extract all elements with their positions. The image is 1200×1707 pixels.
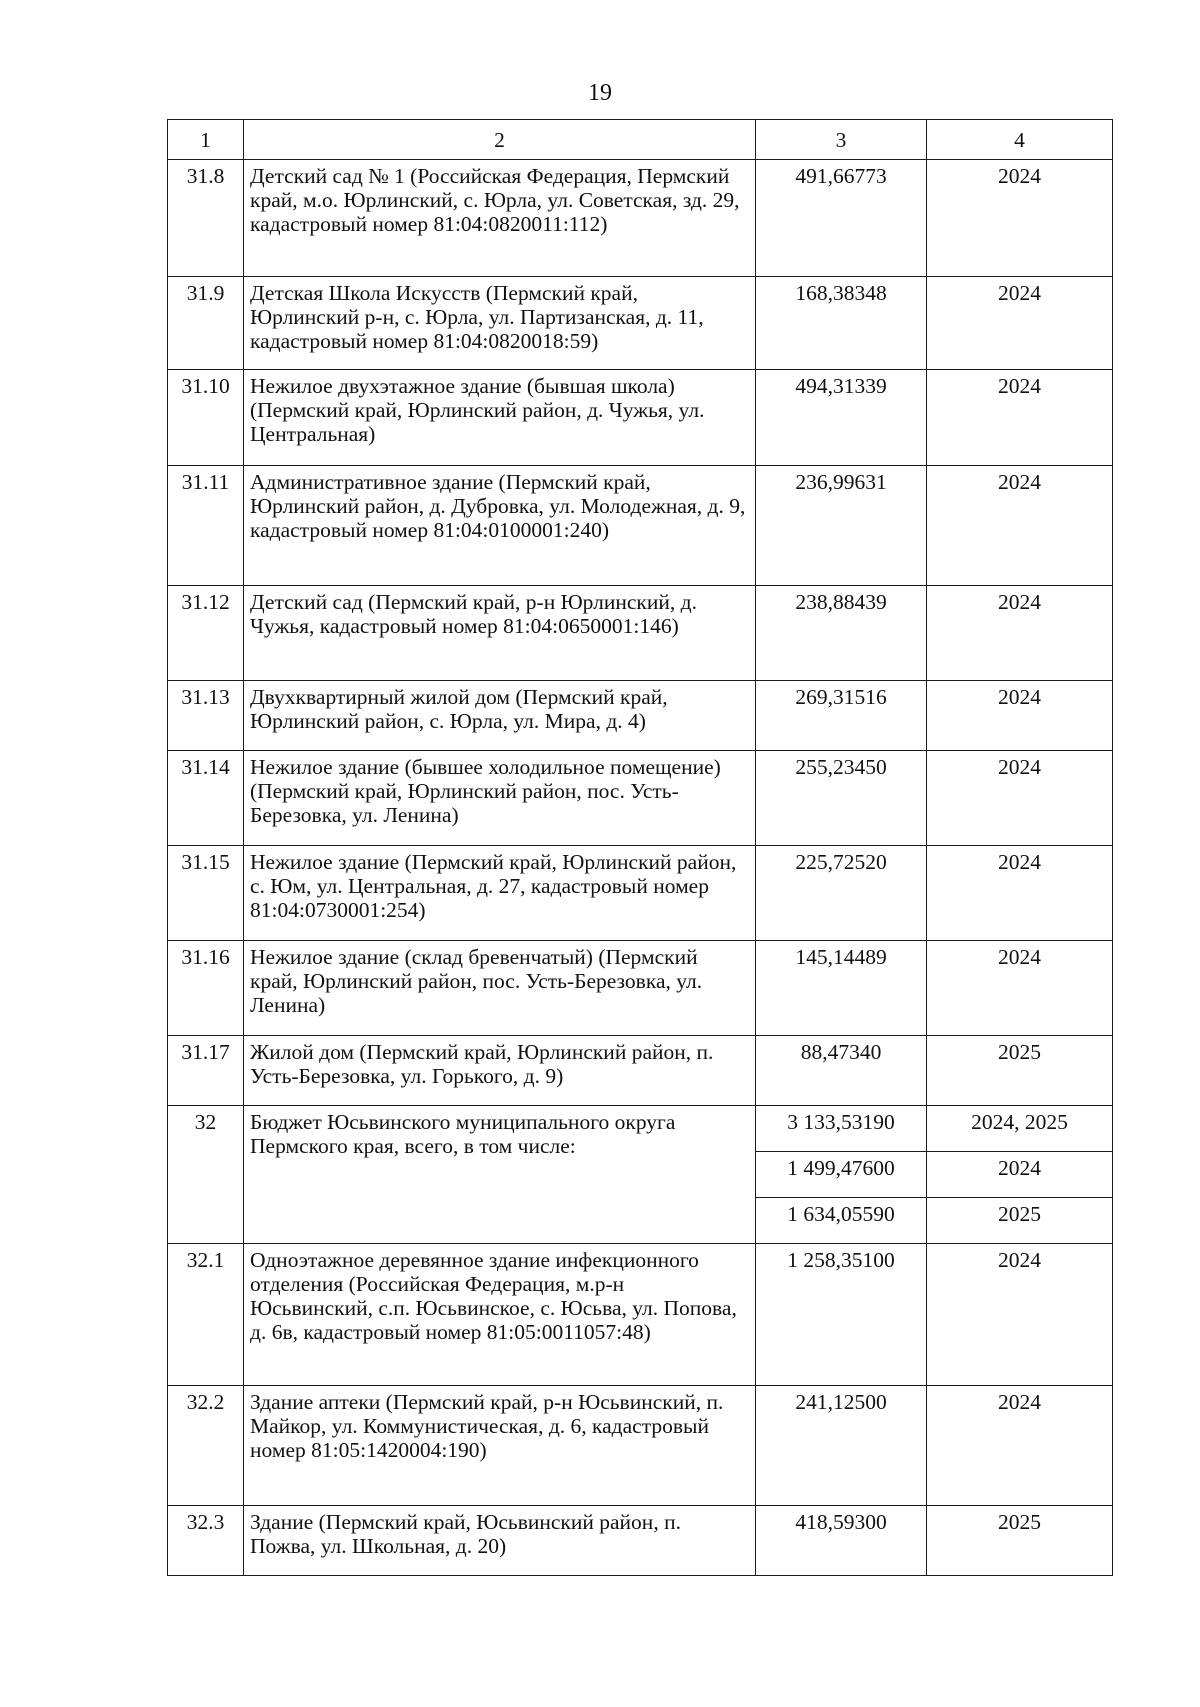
column-header-2: 2 xyxy=(244,120,756,160)
row-amount: 255,23450 xyxy=(756,751,927,846)
row-amount: 418,59300 xyxy=(756,1506,927,1576)
row-amount: 145,14489 xyxy=(756,941,927,1036)
row-year: 2024 xyxy=(927,846,1113,941)
row-description: Одноэтажное деревянное здание инфекционного отделения (Российская Федерация, м.р-н Юсьвинский, с.п. Юсьвинское, с. Юсьва, ул. Попова, д. 6в, кадастровый номер 81:05:0011057:48) xyxy=(244,1244,756,1386)
row-year: 2024 xyxy=(927,941,1113,1036)
row-amount: 269,31516 xyxy=(756,681,927,751)
row-number: 32.1 xyxy=(168,1244,244,1386)
row-amount: 241,12500 xyxy=(756,1386,927,1506)
row-number: 32.3 xyxy=(168,1506,244,1576)
row-number: 31.16 xyxy=(168,941,244,1036)
table-row xyxy=(168,751,1113,846)
row-description: Нежилое здание (бывшее холодильное помещение) (Пермский край, Юрлинский район, пос. Усть-Березовка, ул. Ленина) xyxy=(244,751,756,846)
row-amount: 494,31339 xyxy=(756,370,927,466)
row-number: 32.2 xyxy=(168,1386,244,1506)
row-amount: 238,88439 xyxy=(756,586,927,681)
row-number: 32 xyxy=(168,1106,244,1244)
row-description: Детская Школа Искусств (Пермский край, Юрлинский р-н, с. Юрла, ул. Партизанская, д. 11, кадастровый номер 81:04:0820018:59) xyxy=(244,277,756,370)
row-description: Здание аптеки (Пермский край, р-н Юсьвинский, п. Майкор, ул. Коммунистическая, д. 6, кадастровый номер 81:05:1420004:190) xyxy=(244,1386,756,1506)
table-row xyxy=(168,1244,1113,1386)
row-number: 31.8 xyxy=(168,160,244,277)
row-amount: 225,72520 xyxy=(756,846,927,941)
row-number: 31.14 xyxy=(168,751,244,846)
table-row xyxy=(168,846,1113,941)
row-year: 2024 xyxy=(927,681,1113,751)
row-year: 2024 xyxy=(927,160,1113,277)
row-number: 31.13 xyxy=(168,681,244,751)
column-header-1: 1 xyxy=(168,120,244,160)
row-amount: 1 258,35100 xyxy=(756,1244,927,1386)
row-year: 2024 xyxy=(927,1244,1113,1386)
row-number: 31.17 xyxy=(168,1036,244,1106)
row-number: 31.11 xyxy=(168,466,244,586)
table-row-group-32 xyxy=(168,1106,1113,1152)
row-description: Нежилое здание (Пермский край, Юрлинский район, с. Юм, ул. Центральная, д. 27, кадастровый номер 81:04:0730001:254) xyxy=(244,846,756,941)
row-year: 2024 xyxy=(927,586,1113,681)
row-amount: 168,38348 xyxy=(756,277,927,370)
row-number: 31.15 xyxy=(168,846,244,941)
budget-table xyxy=(167,119,1113,1576)
row-year-2025: 2025 xyxy=(927,1198,1113,1244)
row-year: 2024 xyxy=(927,751,1113,846)
column-header-4: 4 xyxy=(927,120,1113,160)
table-row xyxy=(168,681,1113,751)
row-amount-2024: 1 499,47600 xyxy=(756,1152,927,1198)
table-row xyxy=(168,586,1113,681)
row-year: 2024 xyxy=(927,370,1113,466)
row-description: Здание (Пермский край, Юсьвинский район, п. Пожва, ул. Школьная, д. 20) xyxy=(244,1506,756,1576)
row-description: Детский сад (Пермский край, р-н Юрлинский, д. Чужья, кадастровый номер 81:04:0650001:146) xyxy=(244,586,756,681)
table-row xyxy=(168,277,1113,370)
row-description: Нежилое двухэтажное здание (бывшая школа) (Пермский край, Юрлинский район, д. Чужья, ул. Центральная) xyxy=(244,370,756,466)
table-row xyxy=(168,941,1113,1036)
table-row xyxy=(168,370,1113,466)
row-amount: 88,47340 xyxy=(756,1036,927,1106)
row-amount-total: 3 133,53190 xyxy=(756,1106,927,1152)
row-amount: 236,99631 xyxy=(756,466,927,586)
row-amount: 491,66773 xyxy=(756,160,927,277)
column-header-3: 3 xyxy=(756,120,927,160)
row-year-2024: 2024 xyxy=(927,1152,1113,1198)
row-year: 2025 xyxy=(927,1506,1113,1576)
row-description: Жилой дом (Пермский край, Юрлинский район, п. Усть-Березовка, ул. Горького, д. 9) xyxy=(244,1036,756,1106)
table-header-row xyxy=(168,120,1113,160)
row-year: 2024 xyxy=(927,277,1113,370)
row-number: 31.12 xyxy=(168,586,244,681)
table-row xyxy=(168,1036,1113,1106)
row-year: 2025 xyxy=(927,1036,1113,1106)
row-description: Нежилое здание (склад бревенчатый) (Пермский край, Юрлинский район, пос. Усть-Березовка, ул. Ленина) xyxy=(244,941,756,1036)
row-description: Административное здание (Пермский край, Юрлинский район, д. Дубровка, ул. Молодежная, д. 9, кадастровый номер 81:04:0100001:240) xyxy=(244,466,756,586)
row-year: 2024 xyxy=(927,466,1113,586)
row-description: Бюджет Юсьвинского муниципального округа Пермского края, всего, в том числе: xyxy=(244,1106,756,1244)
table-row xyxy=(168,1506,1113,1576)
page-number: 19 xyxy=(588,80,612,106)
row-year-total: 2024, 2025 xyxy=(927,1106,1113,1152)
row-amount-2025: 1 634,05590 xyxy=(756,1198,927,1244)
row-number: 31.9 xyxy=(168,277,244,370)
row-number: 31.10 xyxy=(168,370,244,466)
table-row xyxy=(168,160,1113,277)
table-row xyxy=(168,1386,1113,1506)
row-year: 2024 xyxy=(927,1386,1113,1506)
row-description: Детский сад № 1 (Российская Федерация, Пермский край, м.о. Юрлинский, с. Юрла, ул. Советская, зд. 29, кадастровый номер 81:04:0820011:112) xyxy=(244,160,756,277)
row-description: Двухквартирный жилой дом (Пермский край, Юрлинский район, с. Юрла, ул. Мира, д. 4) xyxy=(244,681,756,751)
table-row xyxy=(168,466,1113,586)
